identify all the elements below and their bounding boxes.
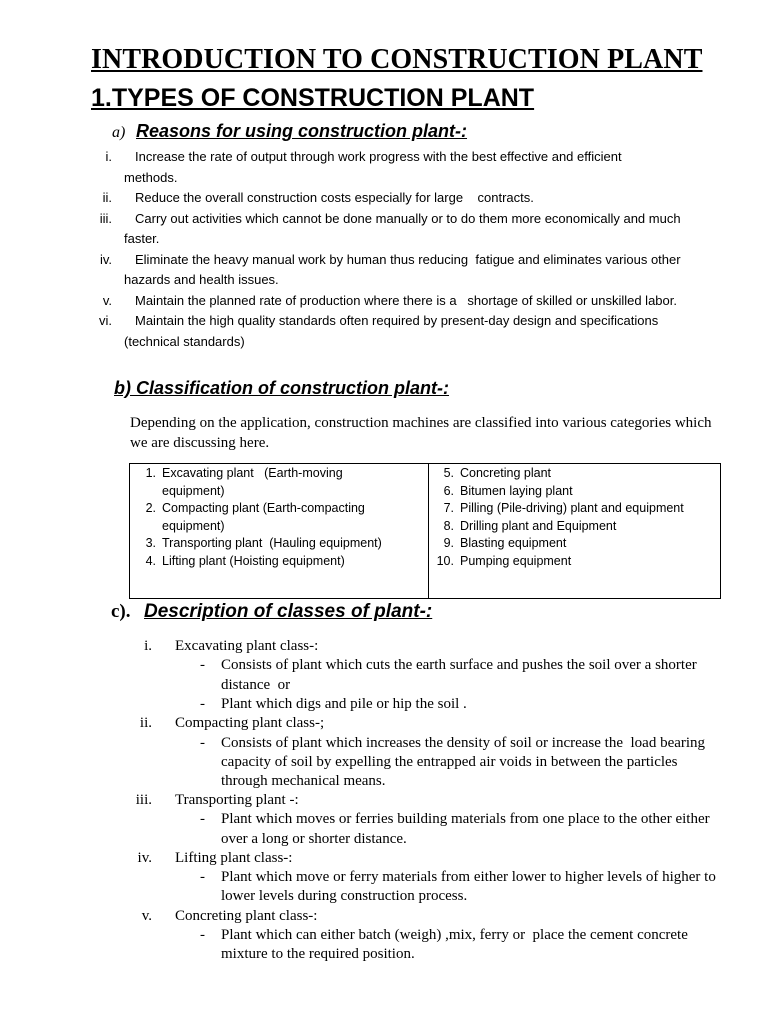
- dash-bullet: -: [200, 657, 205, 673]
- bullet-text: capacity of soil by expelling the entrapped air voids in between the particles: [221, 754, 678, 770]
- class-text: Pumping equipment: [460, 553, 572, 568]
- classification-table: [129, 463, 721, 599]
- class-text: Lifting plant (Hoisting equipment): [162, 553, 345, 568]
- list-text: hazards and health issues.: [124, 272, 279, 287]
- class-text: Concreting plant: [460, 466, 552, 480]
- class-text: Transporting plant (Hauling equipment): [162, 536, 382, 550]
- bullet-text: Plant which moves or ferries building materials from one place to the other either: [221, 811, 710, 827]
- paragraph-line: Depending on the application, construction machines are classified into various categories which: [130, 415, 712, 431]
- dash-bullet: -: [200, 927, 205, 943]
- class-number: 9.: [443, 536, 454, 550]
- list-text: (technical standards): [124, 333, 245, 349]
- list-item: [0, 311, 768, 332]
- list-text: methods.: [124, 169, 178, 185]
- list-number: iii.: [99, 210, 112, 226]
- dash-bullet: -: [200, 869, 205, 885]
- list-item-continuation: [0, 332, 768, 353]
- list-text: Maintain the planned rate of production where there is a shortage of skilled or unskilled labor.: [135, 292, 677, 308]
- page-title: INTRODUCTION TO CONSTRUCTION PLANT: [91, 44, 703, 75]
- dash-bullet: -: [200, 696, 205, 712]
- list-text: Maintain the high quality standards often required by present-day design and specifications: [135, 313, 659, 328]
- subsection-a-heading: Reasons for using construction plant-:: [136, 121, 468, 141]
- class-title: Transporting plant -:: [175, 792, 299, 808]
- dash-bullet: -: [200, 811, 205, 827]
- class-number: 5.: [443, 466, 454, 480]
- list-item-continuation: [0, 270, 768, 291]
- list-item: [0, 147, 768, 168]
- class-number: 2.: [145, 501, 156, 515]
- class-text: Bitumen laying plant: [460, 483, 573, 498]
- bullet-text: Plant which digs and pile or hip the soil .: [221, 696, 467, 712]
- class-number: 7.: [443, 501, 454, 515]
- table-divider: [428, 464, 429, 598]
- dash-bullet: -: [200, 735, 205, 751]
- list-number: vi.: [99, 313, 112, 328]
- bullet-text: Consists of plant which cuts the earth surface and pushes the soil over a shorter: [221, 657, 697, 673]
- class-number: 6.: [443, 483, 454, 498]
- list-text: Carry out activities which cannot be done manually or to do them more economically and much: [135, 210, 681, 226]
- list-number: i.: [105, 149, 112, 164]
- bullet-text: distance or: [221, 677, 291, 693]
- paragraph-line: we are discussing here.: [130, 435, 270, 451]
- list-item: [0, 291, 768, 312]
- class-text: equipment): [162, 483, 225, 498]
- list-number: ii.: [139, 715, 152, 731]
- list-item: [0, 188, 768, 209]
- list-number: ii.: [102, 190, 112, 205]
- bullet-text: Consists of plant which increases the density of soil or increase the load bearing: [221, 735, 706, 751]
- list-number: v.: [141, 908, 152, 924]
- class-text: equipment): [162, 518, 225, 533]
- subsection-c-marker: c).: [111, 601, 131, 622]
- bullet-text: Plant which move or ferry materials from either lower to higher levels of higher to: [221, 869, 716, 885]
- class-text: Excavating plant (Earth-moving: [162, 466, 343, 480]
- class-text: Blasting equipment: [460, 536, 567, 550]
- class-number: 1.: [145, 466, 156, 480]
- subsection-c-heading: Description of classes of plant-:: [144, 601, 433, 622]
- list-number: iv.: [99, 251, 112, 267]
- list-number: i.: [144, 638, 152, 654]
- list-number: iv.: [137, 850, 152, 866]
- list-number: v.: [102, 292, 112, 308]
- bullet-text: lower levels during construction process.: [221, 888, 468, 904]
- class-title: Lifting plant class-:: [175, 850, 293, 866]
- list-item: [0, 209, 768, 230]
- class-title: Concreting plant class-:: [175, 908, 318, 924]
- class-number: 4.: [145, 553, 156, 568]
- list-text: faster.: [124, 231, 160, 246]
- section-heading: 1.TYPES OF CONSTRUCTION PLANT: [91, 84, 535, 112]
- class-title: Excavating plant class-:: [175, 638, 319, 654]
- list-text: Reduce the overall construction costs especially for large contracts.: [135, 190, 534, 205]
- class-number: 3.: [145, 536, 156, 550]
- list-item: [0, 250, 768, 271]
- list-item-continuation: [0, 168, 768, 189]
- bullet-text: through mechanical means.: [221, 773, 386, 789]
- list-item-continuation: [0, 229, 768, 250]
- list-number: iii.: [135, 792, 152, 808]
- reasons-list: [0, 147, 768, 352]
- subsection-b-heading: b) Classification of construction plant-:: [114, 378, 450, 398]
- list-text: Increase the rate of output through work progress with the best effective and efficient: [135, 149, 622, 164]
- class-title: Compacting plant class-;: [175, 715, 325, 731]
- list-text: Eliminate the heavy manual work by human thus reducing fatigue and eliminates various other: [135, 251, 681, 267]
- class-text: Drilling plant and Equipment: [460, 518, 617, 533]
- class-text: Pilling (Pile-driving) plant and equipment: [460, 501, 684, 515]
- subsection-a-marker: a): [112, 124, 126, 141]
- class-text: Compacting plant (Earth-compacting: [162, 501, 365, 515]
- class-number: 10.: [436, 553, 454, 568]
- bullet-text: over a long or shorter distance.: [221, 831, 407, 847]
- bullet-text: mixture to the required position.: [221, 946, 415, 962]
- bullet-text: Plant which can either batch (weigh) ,mix, ferry or place the cement concrete: [221, 927, 688, 943]
- class-number: 8.: [443, 518, 454, 533]
